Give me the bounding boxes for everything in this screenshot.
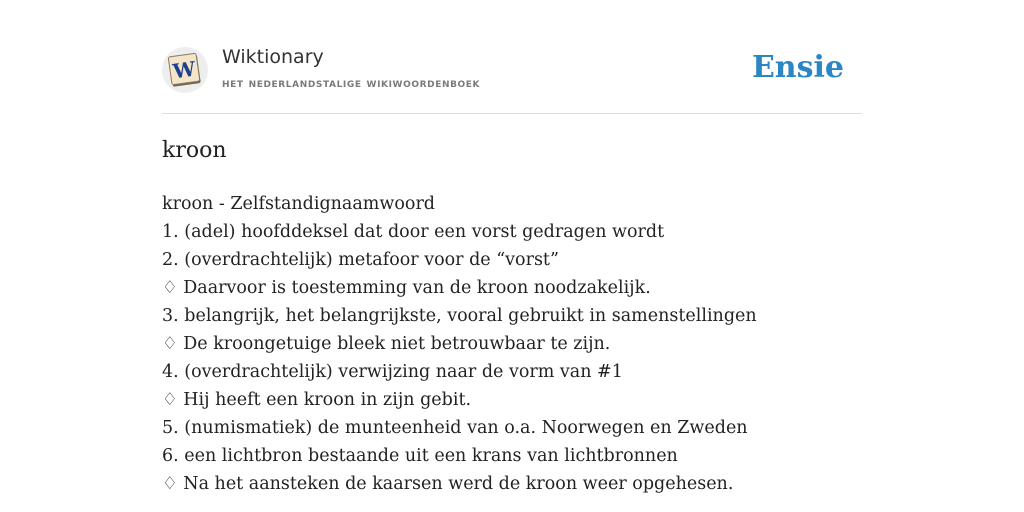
definition-2: 2. (overdrachtelijk) metafoor voor de “vorst”: [162, 250, 559, 270]
ensie-logo[interactable]: Ensie: [751, 50, 844, 85]
site-subtitle: het nederlandstalige wikiwoordenboek: [222, 75, 481, 90]
definition-6: 6. een lichtbron bestaande uit een krans van lichtbronnen: [162, 446, 678, 466]
definition-3: 3. belangrijk, het belangrijkste, vooral gebruikt in samenstellingen: [162, 306, 757, 326]
definition-list: [162, 190, 757, 498]
example-2: ♢ Daarvoor is toestemming van de kroon noodzakelijk.: [162, 278, 651, 298]
site-header: [162, 44, 862, 114]
definition-1: 1. (adel) hoofddeksel dat door een vorst gedragen wordt: [162, 222, 665, 242]
example-3: ♢ De kroongetuige bleek niet betrouwbaar te zijn.: [162, 334, 611, 354]
example-4: ♢ Hij heeft een kroon in zijn gebit.: [162, 390, 472, 410]
page-title: kroon: [162, 138, 227, 163]
example-6: ♢ Na het aansteken de kaarsen werd de kroon weer opgehesen.: [162, 474, 734, 494]
logo-letter: W: [171, 56, 197, 84]
wiktionary-logo-icon[interactable]: [162, 47, 208, 93]
definition-4: 4. (overdrachtelijk) verwijzing naar de vorm van #1: [162, 362, 623, 382]
wiktionary-tile-icon: [162, 47, 208, 93]
entry-heading: kroon - Zelfstandignaamwoord: [162, 194, 436, 214]
site-name[interactable]: Wiktionary: [222, 46, 324, 68]
definition-5: 5. (numismatiek) de munteenheid van o.a. Noorwegen en Zweden: [162, 418, 748, 438]
